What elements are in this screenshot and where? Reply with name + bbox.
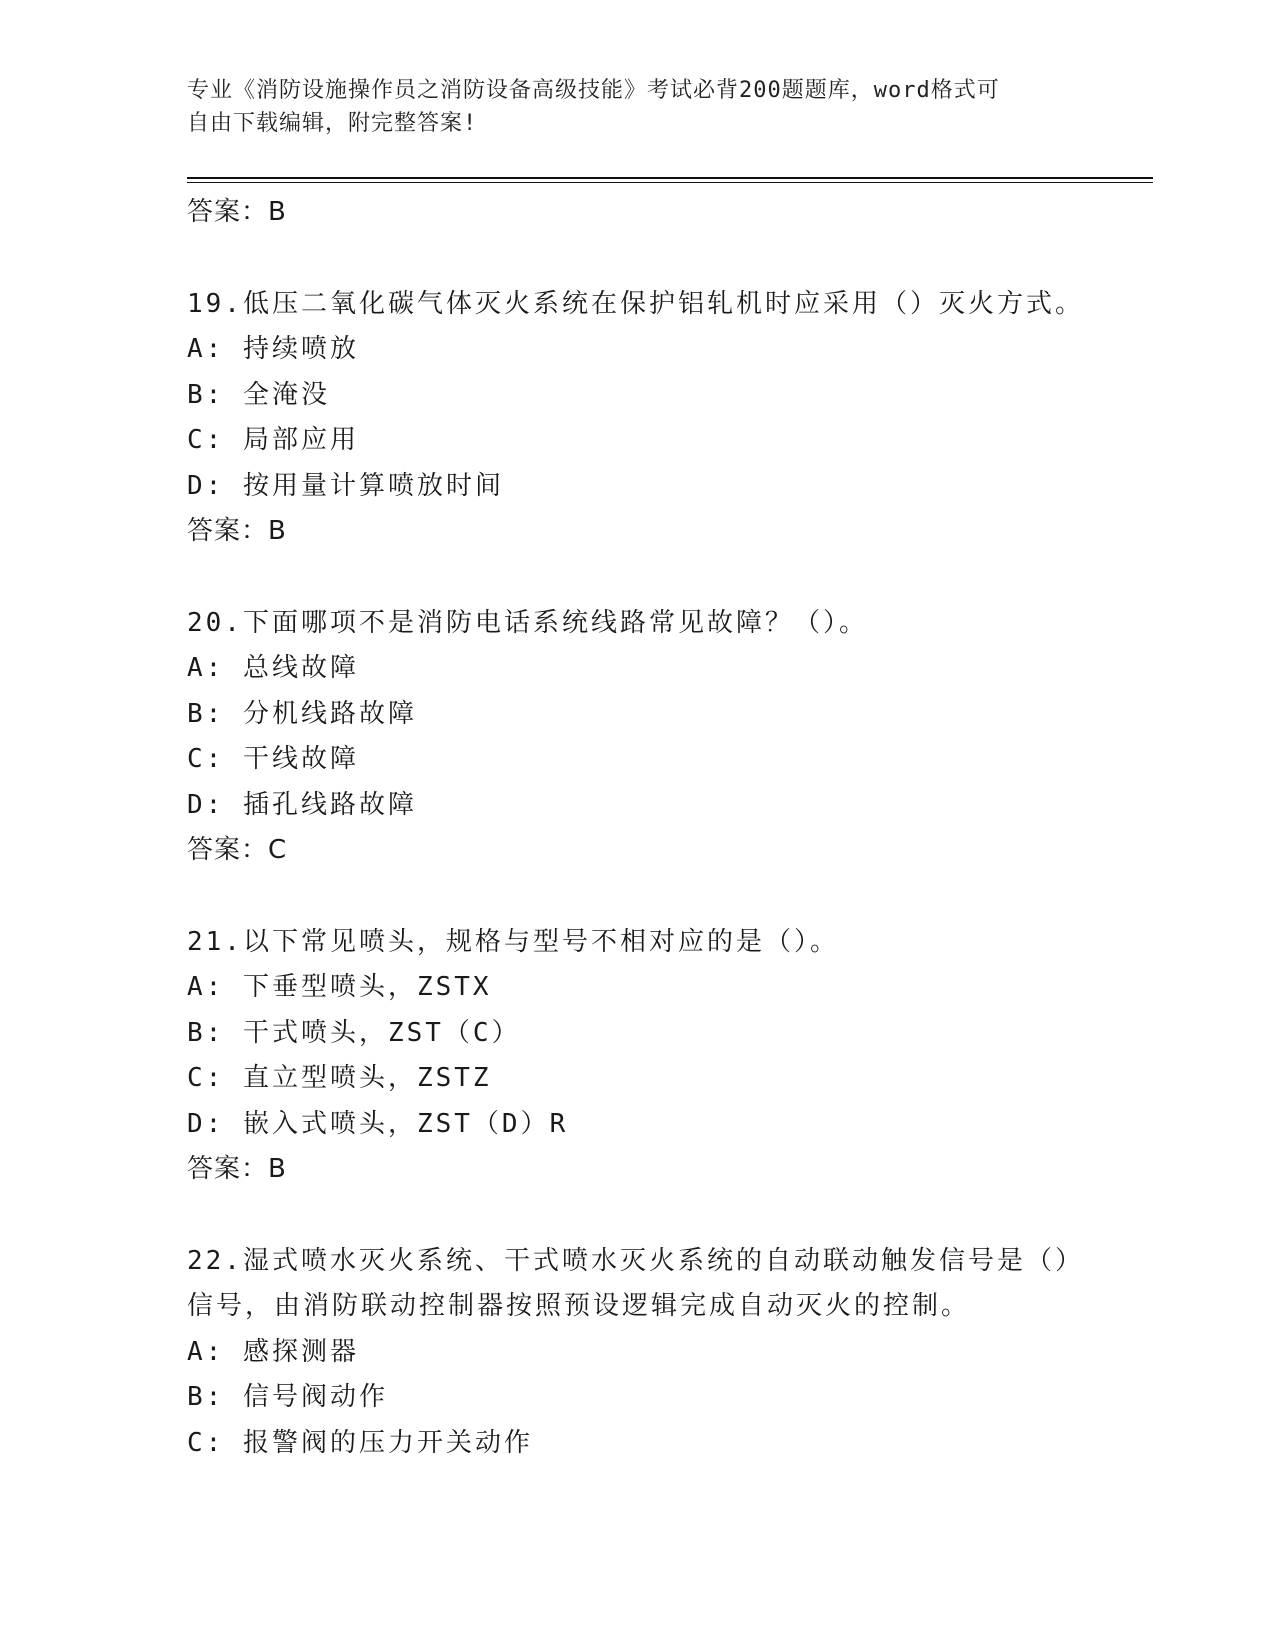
question-text: 21.以下常见喷头，规格与型号不相对应的是（）。	[187, 926, 839, 957]
question-block-20	[187, 601, 1087, 874]
option-a: A: 下垂型喷头，ZSTX	[187, 972, 492, 1002]
question-block-19	[187, 282, 1087, 555]
option-c: C: 局部应用	[187, 425, 359, 455]
spacer	[187, 555, 1087, 601]
option-d: D: 嵌入式喷头，ZST（D）R	[187, 1108, 569, 1139]
option-c: C: 干线故障	[187, 744, 359, 774]
question-text: 20.下面哪项不是消防电话系统线路常见故障？（）。	[187, 607, 868, 638]
header-rule-thin	[187, 182, 1153, 183]
header-rule-thick	[187, 177, 1153, 179]
option-b: B: 分机线路故障	[187, 698, 417, 729]
question-text-line-2: 信号，由消防联动控制器按照预设逻辑完成自动灭火的控制。	[187, 1291, 971, 1321]
question-text: 19.低压二氧化碳气体灭火系统在保护铝轧机时应采用（）灭火方式。	[187, 288, 1084, 319]
header-line-2: 自由下载编辑，附完整答案!	[187, 111, 478, 136]
header-line-1: 专业《消防设施操作员之消防设备高级技能》考试必背200题题库，word格式可	[187, 78, 1000, 103]
question-text-line-1: 22.湿式喷水灭火系统、干式喷水灭火系统的自动联动触发信号是（）	[187, 1245, 1084, 1276]
question-list	[187, 190, 1087, 1466]
document-header	[187, 74, 1067, 140]
option-c: C: 直立型喷头，ZSTZ	[187, 1063, 492, 1093]
option-a: A: 总线故障	[187, 653, 359, 683]
spacer	[187, 236, 1087, 282]
option-a: A: 感探测器	[187, 1336, 359, 1367]
option-b: B: 干式喷头，ZST（C）	[187, 1017, 521, 1048]
question-block-21	[187, 920, 1087, 1193]
option-b: B: 信号阀动作	[187, 1382, 388, 1412]
answer-line: 答案：B	[187, 516, 287, 546]
spacer	[187, 874, 1087, 920]
answer-line: 答案：C	[187, 835, 288, 865]
option-c: C: 报警阀的压力开关动作	[187, 1427, 533, 1458]
question-block-22	[187, 1239, 1087, 1467]
spacer	[187, 1193, 1087, 1239]
answer-line: 答案：B	[187, 1154, 287, 1184]
option-b: B: 全淹没	[187, 379, 330, 410]
option-a: A: 持续喷放	[187, 334, 359, 364]
option-d: D: 插孔线路故障	[187, 789, 417, 820]
option-d: D: 按用量计算喷放时间	[187, 470, 504, 501]
answer-line: 答案：B	[187, 197, 287, 227]
